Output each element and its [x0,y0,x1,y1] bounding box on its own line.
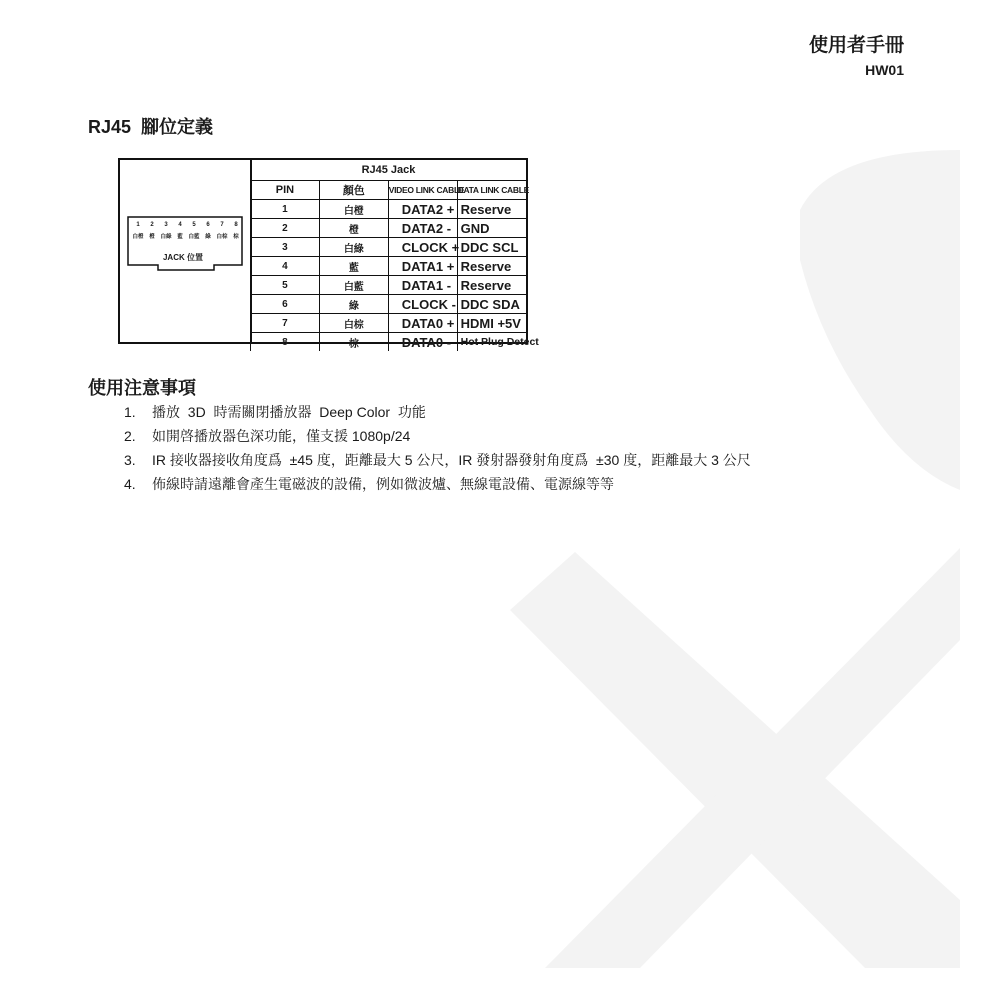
pin-number: 1 [251,200,320,219]
pin-number: 6 [251,295,320,314]
note-text: IR 接收器接收角度爲 ±45 度，距離最大 5 公尺，IR 發射器發射角度爲 ±30 度，距離最大 3 公尺 [152,452,751,468]
wire-color: 橙 [319,219,388,238]
rj45-section-title: RJ45 腳位定義 [88,117,214,137]
data-link-signal: GND [457,219,526,238]
note-number: 1. [124,404,136,420]
table-row [251,200,527,219]
video-link-signal: DATA2 + [388,200,457,219]
note-number: 2. [124,428,136,444]
notes-section-title: 使用注意事項 [88,378,196,398]
pin-number: 7 [251,314,320,333]
jack-pin-color: 綠 [205,234,211,240]
jack-pin-color: 白棕 [216,234,228,240]
wire-color: 綠 [319,295,388,314]
data-link-signal: Reserve [457,276,526,295]
wire-color: 白橙 [319,200,388,219]
jack-pin-number: 7 [220,222,224,228]
table-row [251,314,527,333]
jack-pin-number: 6 [206,222,210,228]
column-header-video: VIDEO LINK CABLE [388,181,457,200]
video-link-signal: DATA0 + [388,314,457,333]
pin-number: 8 [251,333,320,352]
pin-number: 4 [251,257,320,276]
table-row [251,333,527,352]
note-number: 4. [124,476,136,492]
note-text: 播放 3D 時需關閉播放器 Deep Color 功能 [152,404,426,420]
jack-pin-number: 4 [178,222,182,228]
pin-number: 5 [251,276,320,295]
video-link-signal: CLOCK - [388,295,457,314]
data-link-signal: HDMI +5V [457,314,526,333]
wire-color: 白棕 [319,314,388,333]
rj45-pin-table [250,160,539,351]
table-title: RJ45 Jack [251,160,527,181]
jack-pin-color: 藍 [177,234,183,240]
notes-list [124,400,751,496]
note-item [124,448,751,472]
jack-pin-color: 白綠 [160,234,172,240]
note-text: 佈線時請遠離會產生電磁波的設備，例如微波爐、無線電設備、電源線等等 [152,476,614,492]
note-item [124,400,751,424]
video-link-signal: CLOCK + [388,238,457,257]
jack-pin-number: 3 [164,222,168,228]
jack-pin-color: 白橙 [132,234,144,240]
jack-position-label: JACK 位置 [162,253,203,262]
column-header-color: 顏色 [319,181,388,200]
jack-pin-number: 2 [150,222,154,228]
wire-color: 白藍 [319,276,388,295]
jack-pin-color: 白藍 [188,234,200,240]
note-number: 3. [124,452,136,468]
jack-pin-number: 8 [234,222,238,228]
wire-color: 棕 [319,333,388,352]
note-text: 如開啓播放器色深功能，僅支援 1080p/24 [152,428,411,444]
table-row [251,295,527,314]
jack-pin-color: 棕 [233,234,239,240]
note-item [124,472,751,496]
wire-color: 白綠 [319,238,388,257]
video-link-signal: DATA0 - [388,333,457,352]
table-row [251,238,527,257]
data-link-signal: DDC SDA [457,295,526,314]
video-link-signal: DATA2 - [388,219,457,238]
jack-pin-number: 5 [192,222,196,228]
pin-number: 3 [251,238,320,257]
wire-color: 藍 [319,257,388,276]
video-link-signal: DATA1 + [388,257,457,276]
data-link-signal: Hot Plug Detect [457,333,526,352]
note-item [124,424,751,448]
column-header-data: DATA LINK CABLE [457,181,526,200]
jack-diagram [120,160,252,342]
data-link-signal: DDC SCL [457,238,526,257]
rj45-pinout-figure [118,158,539,350]
jack-pin-number: 1 [136,222,140,228]
data-link-signal: Reserve [457,257,526,276]
column-header-pin: PIN [251,181,320,200]
video-link-signal: DATA1 - [388,276,457,295]
model-number: HW01 [865,62,904,78]
pin-number: 2 [251,219,320,238]
jack-pin-color: 橙 [149,234,155,240]
manual-title: 使用者手冊 [808,35,904,56]
table-row [251,276,527,295]
data-link-signal: Reserve [457,200,526,219]
table-row [251,257,527,276]
table-row [251,219,527,238]
